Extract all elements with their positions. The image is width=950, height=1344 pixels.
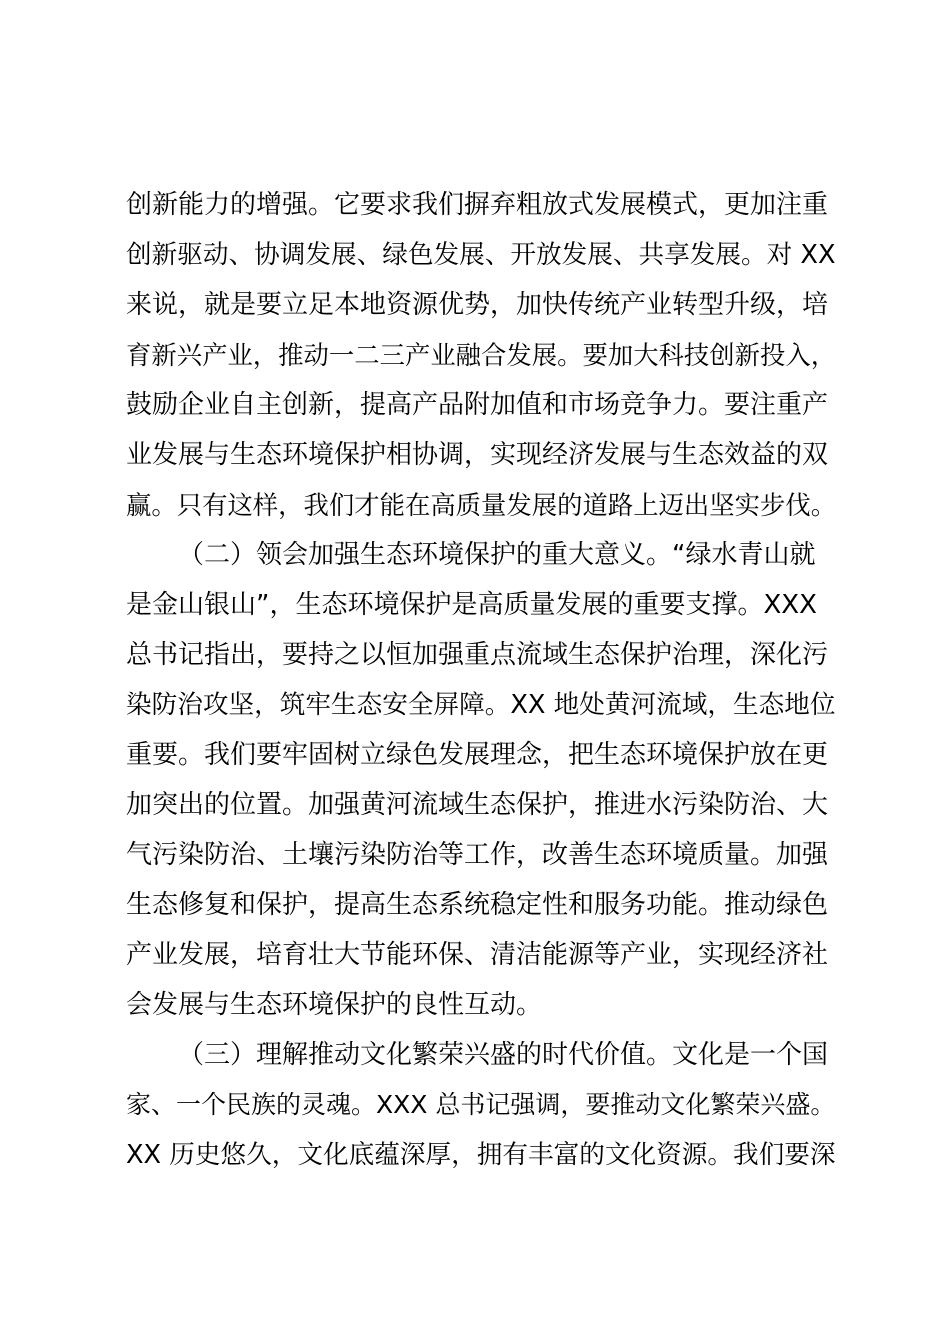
paragraph-3-line-2: 家、一个民族的灵魂。XXX 总书记强调，要推动文化繁荣兴盛。	[126, 1090, 836, 1119]
paragraph-1-line-5: 鼓励企业自主创新，提高产品附加值和市场竞争力。要注重产	[126, 390, 829, 420]
paragraph-2-line-7: 气污染防治、土壤污染防治等工作，改善生态环境质量。加强	[126, 840, 829, 870]
paragraph-1-line-1: 创新能力的增强。它要求我们摒弃粗放式发展模式，更加注重	[126, 190, 829, 220]
paragraph-2-line-5: 重要。我们要牢固树立绿色发展理念，把生态环境保护放在更	[126, 740, 829, 770]
paragraph-2-line-6: 加突出的位置。加强黄河流域生态保护，推进水污染防治、大	[126, 790, 829, 820]
paragraph-1-line-6: 业发展与生态环境保护相协调，实现经济发展与生态效益的双	[126, 440, 829, 470]
paragraph-2-line-1: （二）领会加强生态环境保护的重大意义。“绿水青山就	[178, 540, 816, 570]
paragraph-2-line-2: 是金山银山”，生态环境保护是高质量发展的重要支撑。XXX	[126, 590, 817, 620]
paragraph-3-line-1: （三）理解推动文化繁荣兴盛的时代价值。文化是一个国	[178, 1040, 829, 1070]
paragraph-2-line-3: 总书记指出，要持之以恒加强重点流域生态保护治理，深化污	[126, 640, 829, 670]
paragraph-2-line-8: 生态修复和保护，提高生态系统稳定性和服务功能。推动绿色	[126, 890, 829, 920]
paragraph-1-line-2: 创新驱动、协调发展、绿色发展、开放发展、共享发展。对 XX	[126, 240, 836, 270]
paragraph-2-line-4: 染防治攻坚，筑牢生态安全屏障。XX 地处黄河流域，生态地位	[126, 690, 836, 720]
paragraph-2-line-10: 会发展与生态环境保护的良性互动。	[126, 990, 543, 1020]
paragraph-3-line-3: XX 历史悠久，文化底蕴深厚，拥有丰富的文化资源。我们要深	[126, 1140, 836, 1170]
paragraph-2-line-9: 产业发展，培育壮大节能环保、清洁能源等产业，实现经济社	[126, 940, 829, 970]
paragraph-1-line-7: 赢。只有这样，我们才能在高质量发展的道路上迈出坚实步伐。	[126, 490, 837, 520]
paragraph-1-line-3: 来说，就是要立足本地资源优势，加快传统产业转型升级，培	[126, 290, 829, 320]
paragraph-1-line-4: 育新兴产业，推动一二三产业融合发展。要加大科技创新投入，	[126, 340, 837, 370]
